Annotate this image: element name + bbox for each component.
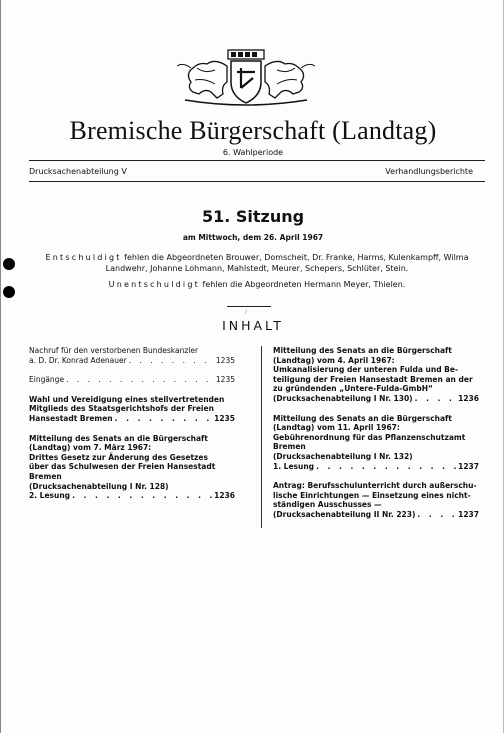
entry-line: Mitteilung des Senats an die Bürgerschaft	[29, 433, 208, 443]
page-number: 1237	[458, 461, 479, 471]
entry-line: Nachruf für den verstorbenen Bundeskanzler	[29, 346, 199, 355]
contents-heading: INHALT	[222, 318, 284, 333]
entry-last-line	[29, 414, 235, 424]
entry-text: Eingänge	[29, 375, 65, 385]
leader-dots	[129, 356, 214, 366]
entry-text: a. D. Dr. Konrad Adenauer	[29, 355, 127, 365]
entry-line: Mitteilung des Senats an die Bürgerschaft	[273, 346, 452, 355]
entry-text: 2. Lesung	[29, 491, 71, 501]
entry-line: (Landtag) vom 11. April 1967:	[273, 423, 400, 433]
contents-entry	[29, 346, 235, 365]
entry-last-line	[29, 375, 235, 385]
page-number: 1235	[215, 375, 235, 385]
entry-line: über das Schulwesen der Freien Hansestadt	[29, 462, 216, 472]
leader-dots	[115, 414, 212, 424]
entry-text: (Drucksachenabteilung I Nr. 130)	[273, 393, 413, 403]
leader-dots	[415, 394, 457, 404]
excused-names: fehlen die Abgeordneten Brouwer, Domscheit, Dr. Franke, Harms, Kulenkampff, Wilma Landwehr, Johanne Lohmann, Mahlstedt, Meurer, Schepers, Schlüter, Stein.	[105, 253, 469, 273]
entry-text: (Drucksachenabteilung II Nr. 223)	[273, 509, 416, 519]
entry-line: lische Einrichtungen — Einsetzung eines nicht-	[273, 490, 471, 500]
contents-entry	[29, 434, 235, 501]
entry-line: zu gründenden „Untere-Fulda-GmbH“	[273, 384, 433, 394]
header-rule-bottom	[29, 181, 485, 182]
unexcused-members	[35, 280, 479, 289]
page-number: 1235	[215, 355, 235, 365]
column-divider	[261, 346, 262, 528]
entry-text: 1. Lesung	[273, 461, 315, 471]
entry-line: Bremen	[29, 471, 62, 481]
session-date: am Mittwoch, dem 26. April 1967	[182, 233, 324, 242]
entry-last-line	[273, 510, 479, 520]
page-number: 1235	[214, 413, 235, 423]
leader-dots	[417, 510, 456, 520]
page-number: 1236	[458, 393, 479, 403]
entry-line: Umkanalisierung der unteren Fulda und Be-	[273, 365, 459, 375]
punch-hole	[3, 258, 15, 270]
entry-line: Drittes Gesetz zur Änderung des Gesetzes	[29, 452, 208, 462]
entry-line: ständigen Ausschusses —	[273, 500, 382, 510]
entry-last-line	[29, 356, 235, 366]
coat-of-arms-icon	[171, 48, 321, 108]
contents-column-left	[29, 346, 235, 511]
entry-text: Hansestadt Bremen	[29, 413, 113, 423]
legislative-period: 6. Wahlperiode	[222, 148, 284, 157]
contents-entry	[273, 414, 479, 472]
entry-line: Wahl und Vereidigung eines stellvertretenden	[29, 394, 225, 404]
section-rule	[227, 306, 271, 307]
contents-entry	[29, 395, 235, 424]
leader-dots	[66, 375, 214, 385]
document-title: Bremische Bürgerschaft (Landtag)	[69, 116, 437, 145]
page-number: 1237	[458, 509, 479, 519]
excused-members	[35, 252, 479, 274]
pencil-mark-icon: /	[245, 308, 247, 316]
entry-line: Mitglieds des Staatsgerichtshofs der Freien	[29, 404, 214, 414]
header-rule-top	[29, 160, 485, 161]
entry-line: (Landtag) vom 7. März 1967:	[29, 443, 152, 453]
contents-column-right	[273, 346, 479, 530]
entry-line: (Drucksachenabteilung I Nr. 128)	[29, 481, 169, 491]
series-label: Verhandlungsberichte	[385, 167, 473, 176]
entry-last-line	[29, 491, 235, 501]
punch-hole	[3, 286, 15, 298]
session-title: 51. Sitzung	[201, 207, 305, 226]
page-number: 1236	[214, 491, 235, 501]
entry-last-line	[273, 462, 479, 472]
department-label: Drucksachenabteilung V	[29, 167, 127, 176]
entry-line: (Landtag) vom 4. April 1967:	[273, 355, 395, 365]
leader-dots	[72, 491, 212, 501]
entry-line: teiligung der Freien Hansestadt Bremen an der	[273, 374, 473, 384]
entry-line: (Drucksachenabteilung I Nr. 132)	[273, 451, 413, 461]
contents-entry	[273, 481, 479, 519]
entry-line: Mitteilung des Senats an die Bürgerschaft	[273, 413, 452, 423]
entry-line: Bremen	[273, 442, 306, 452]
entry-last-line	[273, 394, 479, 404]
contents-entry	[29, 375, 235, 385]
unexcused-names: fehlen die Abgeordneten Hermann Meyer, Thielen.	[199, 280, 406, 289]
leader-dots	[316, 462, 456, 472]
entry-line: Antrag: Berufsschulunterricht durch außerschu-	[273, 481, 477, 491]
entry-line: Gebührenordnung für das Pflanzenschutzamt	[273, 432, 466, 442]
excused-keyword: Entschuldigt	[45, 253, 122, 262]
unexcused-keyword: Unentschuldigt	[108, 280, 200, 289]
contents-entry	[273, 346, 479, 404]
